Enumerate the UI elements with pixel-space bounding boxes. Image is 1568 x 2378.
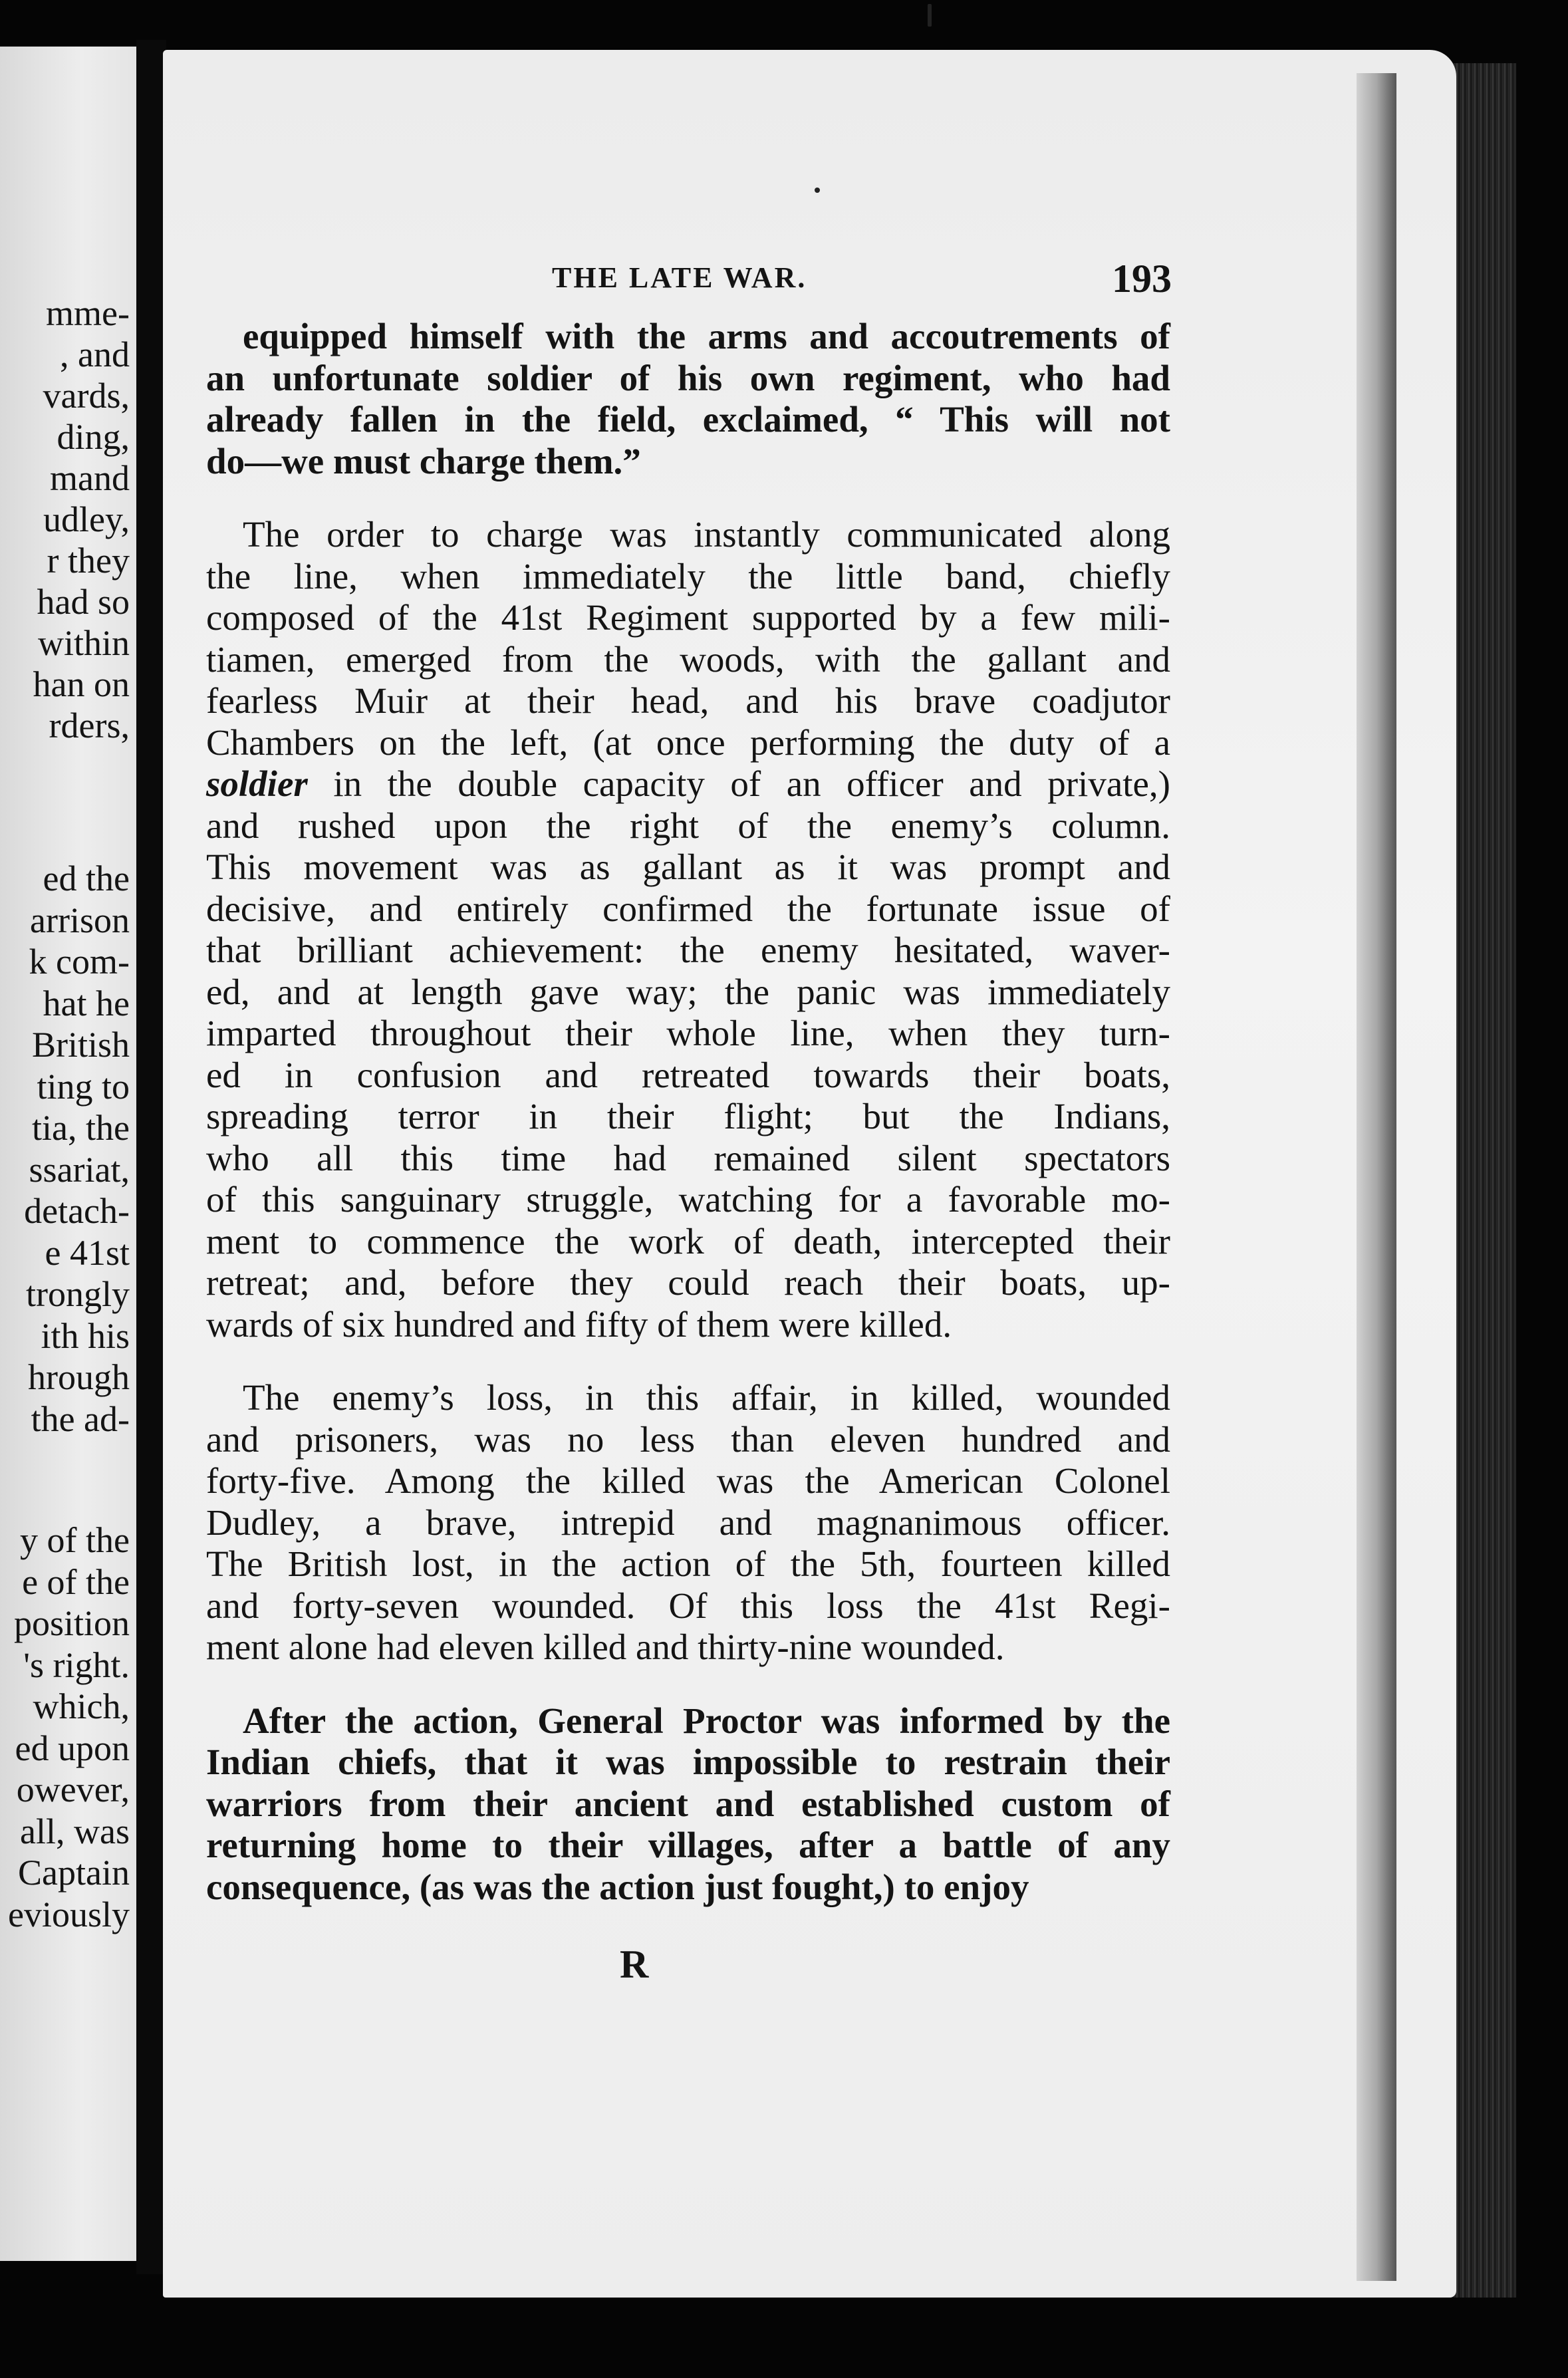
facing-page-fragment: eviously (8, 1894, 130, 1934)
facing-page-fragment: mme- (46, 293, 130, 333)
facing-page-fragment: tia, the (32, 1108, 130, 1148)
text-line: returning home to their villages, after a battle of any (206, 1825, 1170, 1865)
text-line: that brilliant achievement: the enemy hesitated, waver- (206, 930, 1170, 970)
facing-page-fragment: 's right. (23, 1645, 130, 1685)
text-line: soldier in the double capacity of an officer and private,) (206, 763, 1170, 804)
text-line: warriors from their ancient and established custom of (206, 1783, 1170, 1824)
facing-page-fragment: e of the (22, 1561, 130, 1602)
facing-page-fragment: rders, (49, 706, 130, 745)
text-line: The order to charge was instantly communicated along (243, 514, 1170, 555)
text-line: This movement was as gallant as it was prompt and (206, 847, 1170, 887)
text-line: ment to commence the work of death, intercepted their (206, 1220, 1170, 1261)
page-edge-shadow (1357, 73, 1396, 2281)
ink-speck (815, 188, 820, 193)
facing-page-text-fragments (0, 47, 136, 2261)
facing-page-fragment: y of the (20, 1520, 130, 1560)
paragraph-3 (206, 1377, 1170, 1668)
text-line: After the action, General Proctor was informed by the (243, 1700, 1170, 1741)
facing-page-left (0, 47, 136, 2261)
text-line: consequence, (as was the action just fought,) to enjoy (206, 1866, 1029, 1907)
facing-page-fragment: the ad- (31, 1398, 130, 1439)
text-line: ment alone had eleven killed and thirty-nine wounded. (206, 1627, 1005, 1667)
facing-page-fragment: han on (33, 664, 130, 704)
text-line: Chambers on the left, (at once performing the duty of a (206, 722, 1170, 763)
text-line: who all this time had remained silent spectators (206, 1137, 1170, 1178)
running-head: THE LATE WAR. (552, 261, 807, 294)
facing-page-fragment: ith his (41, 1315, 130, 1356)
text-line: imparted throughout their whole line, when they turn- (206, 1013, 1170, 1053)
facing-page-fragment: ting to (37, 1066, 130, 1107)
text-line: and rushed upon the right of the enemy’s column. (206, 805, 1170, 846)
facing-page-fragment: r they (47, 541, 130, 581)
text-line: and forty-seven wounded. Of this loss the 41st Regi- (206, 1585, 1170, 1626)
text-line: of this sanguinary struggle, watching for a favorable mo- (206, 1179, 1170, 1220)
page-number: 193 (1112, 257, 1172, 301)
text-line: tiamen, emerged from the woods, with the gallant and (206, 638, 1170, 680)
text-line: equipped himself with the arms and accoutrements of (243, 316, 1170, 356)
facing-page-fragment: hrough (28, 1357, 130, 1397)
facing-page-fragment: owever, (16, 1770, 130, 1809)
text-line: an unfortunate soldier of his own regiment, who had (206, 357, 1170, 398)
text-line: The enemy’s loss, in this affair, in killed, wounded (243, 1377, 1170, 1418)
facing-page-fragment: e 41st (45, 1232, 130, 1273)
body-text (206, 316, 1170, 1908)
text-line: do—we must charge them.” (206, 440, 641, 481)
facing-page-fragment: ssariat, (29, 1149, 130, 1190)
facing-page-fragment: position (13, 1603, 130, 1643)
facing-page-fragment: which, (33, 1686, 130, 1726)
facing-page-fragment: all, was (20, 1811, 130, 1851)
facing-page-fragment: trongly (26, 1274, 130, 1314)
text-line: Dudley, a brave, intrepid and magnanimous officer. (206, 1502, 1170, 1543)
printer-signature-mark: R (620, 1942, 649, 1986)
paragraph-1 (206, 316, 1170, 482)
facing-page-fragment: mand (50, 458, 130, 498)
text-line: Indian chiefs, that it was impossible to restrain their (206, 1742, 1170, 1782)
facing-page-fragment: had so (37, 582, 130, 622)
facing-page-fragment: hat he (43, 983, 130, 1023)
facing-page-fragment: within (37, 623, 130, 663)
text-line: the line, when immediately the little band, chiefly (206, 555, 1170, 596)
text-line: The British lost, in the action of the 5th, fourteen killed (206, 1543, 1170, 1584)
facing-page-fragment: British (31, 1025, 130, 1065)
text-line: forty-five. Among the killed was the American Colonel (206, 1460, 1170, 1501)
facing-page-fragment: vards, (43, 376, 130, 416)
text-line: retreat; and, before they could reach their boats, up- (206, 1262, 1170, 1303)
facing-page-fragment: , and (60, 334, 130, 374)
book-gutter (136, 40, 166, 2274)
text-line: wards of six hundred and fifty of them were killed. (206, 1303, 952, 1345)
facing-page-fragment: arrison (30, 900, 130, 940)
text-line: ed in confusion and retreated towards their boats, (206, 1054, 1170, 1095)
facing-page-fragment: k com- (29, 942, 130, 982)
paragraph-4 (206, 1700, 1170, 1909)
text-line: ed, and at length gave way; the panic was immediately (206, 971, 1170, 1012)
text-line: spreading terror in their flight; but the Indians, (206, 1096, 1170, 1136)
text-line: already fallen in the field, exclaimed, “ This will not (206, 399, 1170, 440)
facing-page-fragment: ed upon (15, 1728, 130, 1768)
text-line: and prisoners, was no less than eleven hundred and (206, 1418, 1170, 1460)
facing-page-fragment: udley, (43, 499, 130, 539)
facing-page-fragment: ed the (43, 859, 130, 898)
text-line: decisive, and entirely confirmed the fortunate issue of (206, 888, 1170, 929)
ink-speck (928, 4, 932, 27)
facing-page-fragment: detach- (24, 1191, 130, 1231)
italic-word: soldier (206, 763, 308, 804)
paragraph-2 (206, 514, 1170, 1345)
facing-page-fragment: Captain (18, 1853, 130, 1893)
text-line: composed of the 41st Regiment supported by a few mili- (206, 597, 1170, 638)
text-line: fearless Muir at their head, and his brave coadjutor (206, 680, 1170, 721)
facing-page-fragment: ding, (57, 417, 130, 457)
